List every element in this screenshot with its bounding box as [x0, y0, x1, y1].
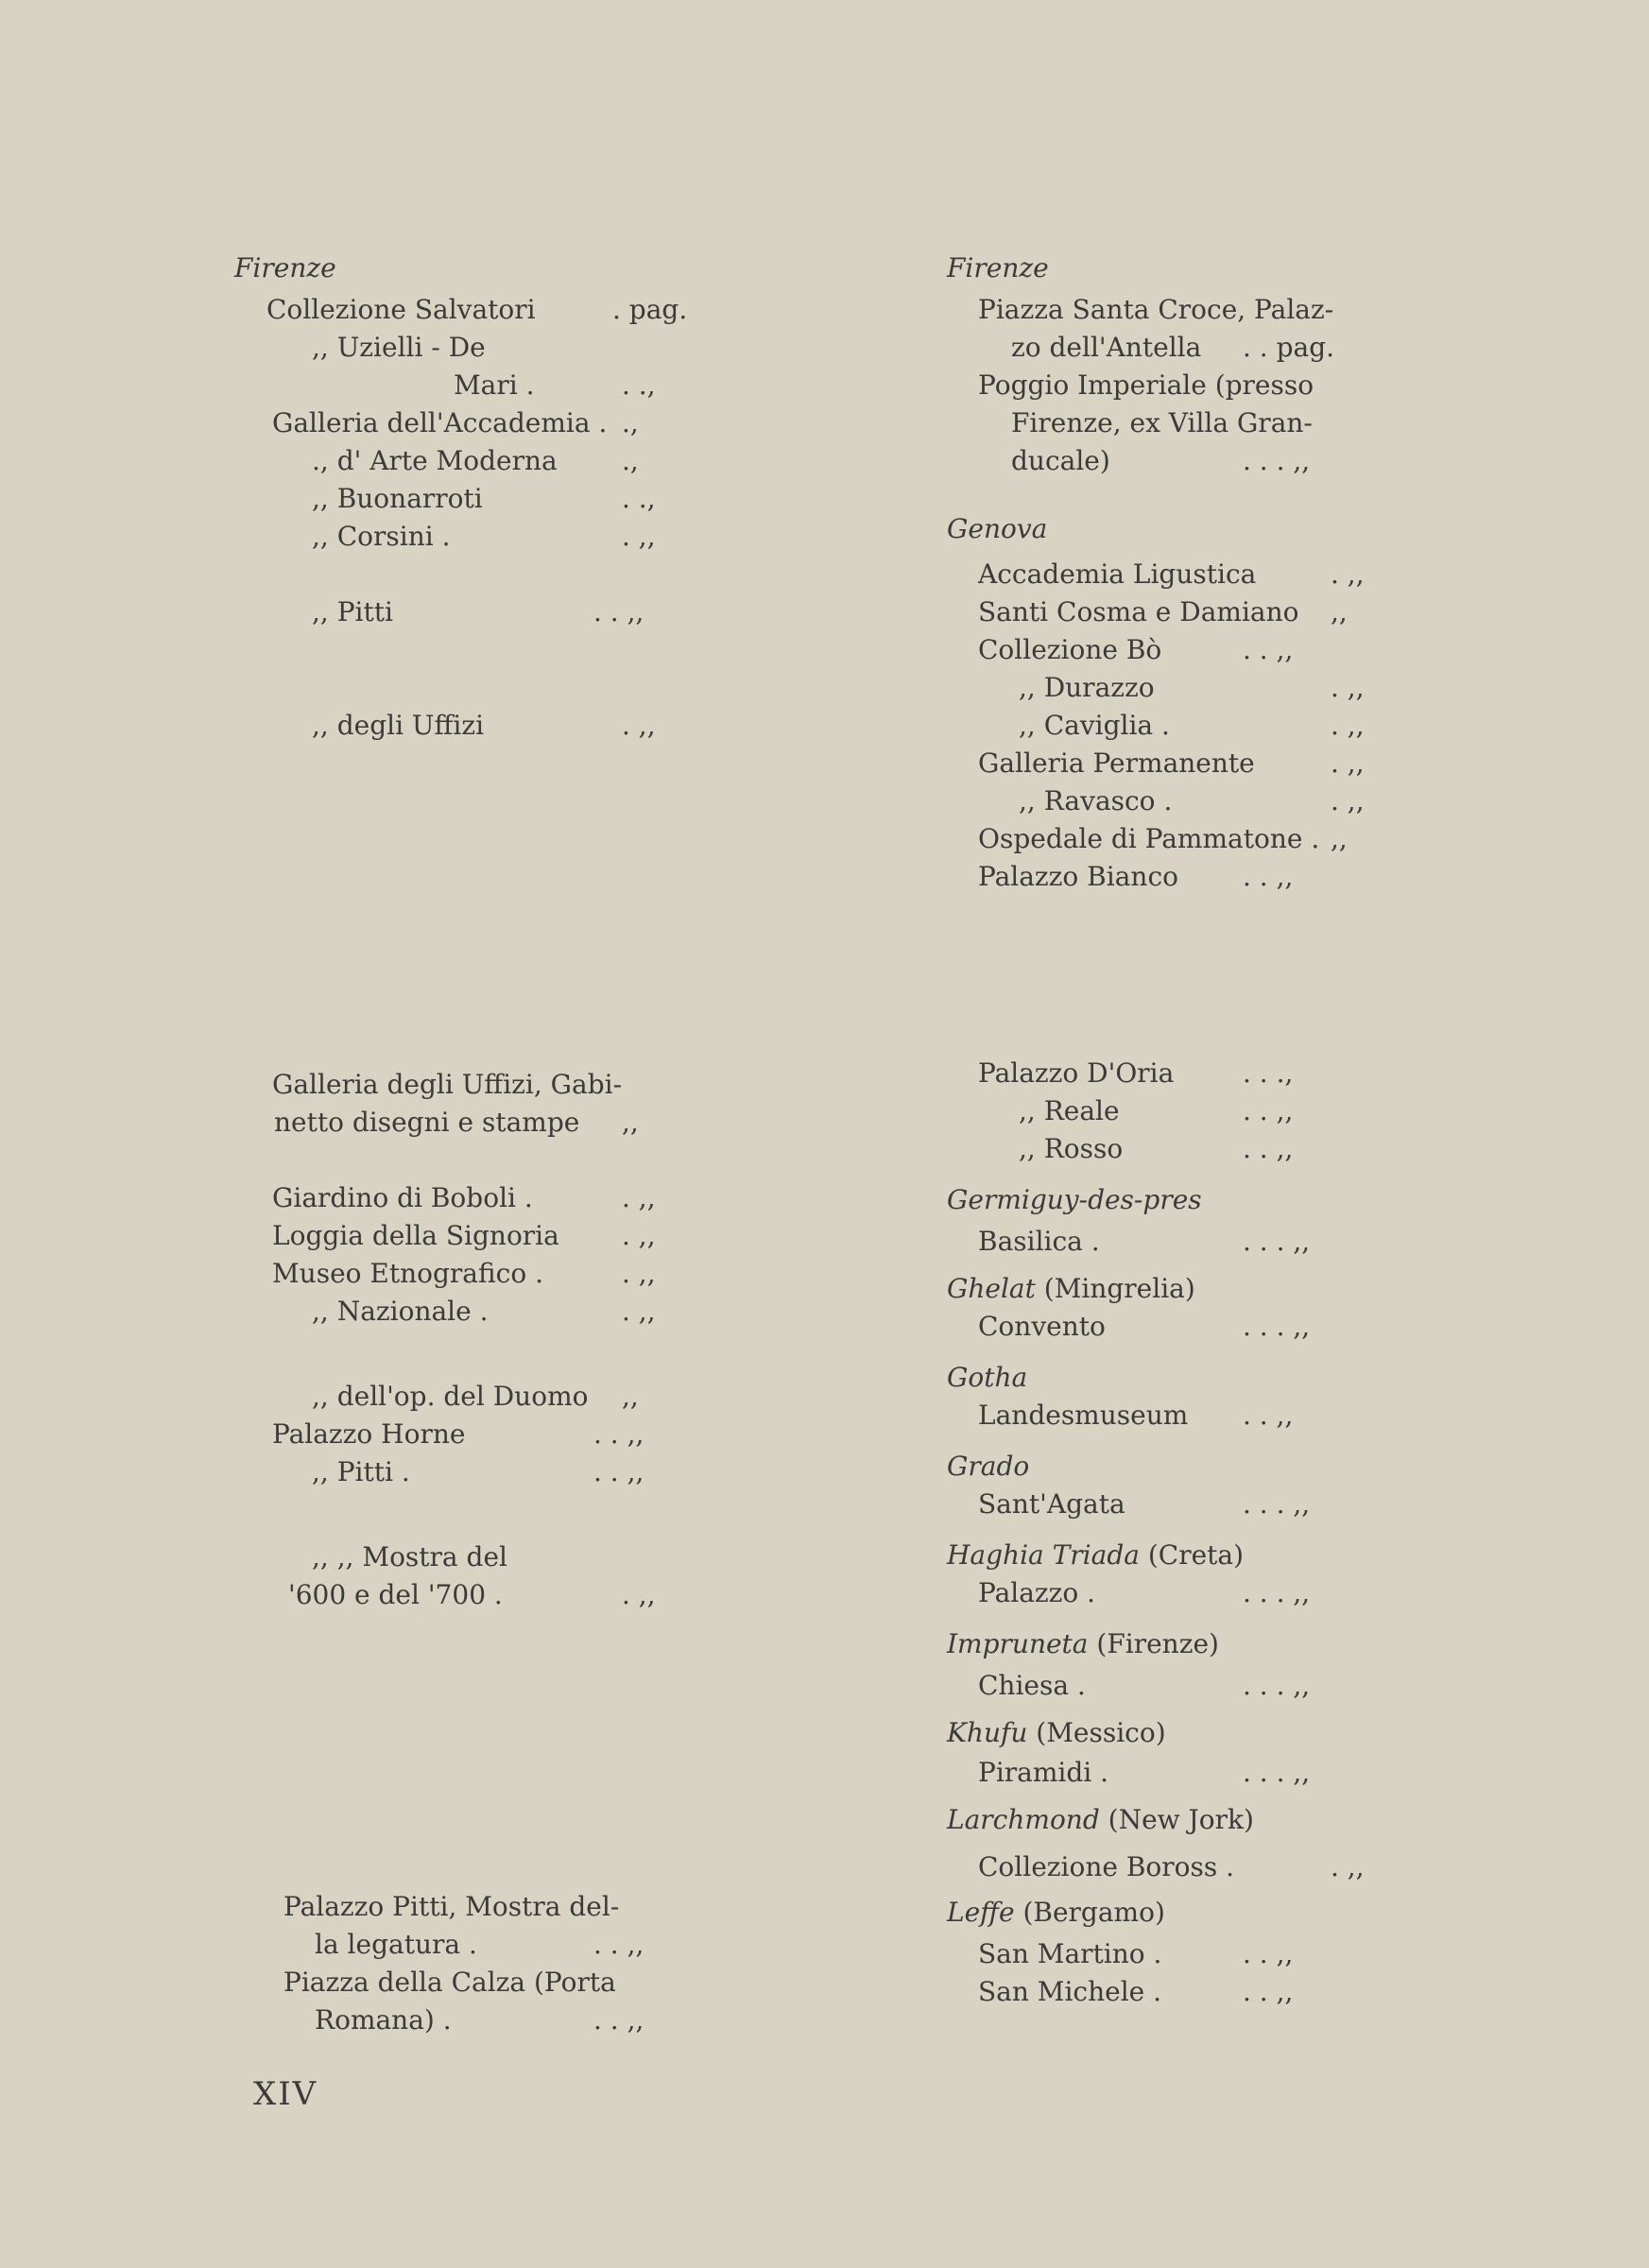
place-name: Khufu: [947, 1717, 1028, 1748]
leader-dots: . ,,: [622, 1579, 656, 1610]
leader-dots: . . ,,: [1243, 861, 1294, 892]
entry-name: zo dell'Antella: [1011, 332, 1202, 363]
entry-name: ducale): [1011, 445, 1110, 476]
leader-dots: . ,,: [1331, 747, 1365, 779]
leader-dots: ,,: [622, 1381, 639, 1412]
leader-dots: . . ,,: [1243, 1400, 1294, 1431]
entry-name: la legatura .: [315, 1929, 477, 1960]
page-folio: XIV: [253, 2075, 318, 2113]
leader-dots: ,,: [1331, 823, 1348, 854]
place-name: Larchmond: [947, 1804, 1100, 1835]
entry-name: Collezione Boross .: [978, 1851, 1235, 1882]
leader-dots: . . ,,: [593, 1929, 644, 1960]
entry-name: ,, Rosso: [1019, 1133, 1124, 1164]
leader-dots: . . ,,: [1243, 634, 1294, 665]
entry-name: San Martino .: [978, 1938, 1162, 1969]
place-region: (Mingrelia): [1035, 1273, 1195, 1304]
entry-name: ,, ,, Mostra del: [312, 1541, 507, 1572]
entry-name: Giardino di Boboli .: [272, 1182, 533, 1213]
entry-name: '600 e del '700 .: [288, 1579, 503, 1610]
leader-dots: . ,,: [622, 521, 656, 552]
entry-name: ,, Durazzo: [1019, 672, 1155, 703]
place-region: (Bergamo): [1014, 1897, 1165, 1928]
entry-name: Poggio Imperiale (presso: [978, 369, 1314, 401]
entry-name: Sant'Agata: [978, 1488, 1125, 1520]
section-heading: [947, 510, 1047, 548]
place-name: Grado: [947, 1451, 1030, 1482]
leader-dots: . . ,,: [593, 2004, 644, 2036]
leader-dots: . ,,: [622, 1220, 656, 1251]
section-heading: [947, 249, 1049, 287]
entry-name: ,, Uzielli - De: [312, 332, 486, 363]
leader-dots: ,,: [622, 1107, 639, 1138]
leader-dots: . .,: [622, 483, 656, 514]
entry-name: Santi Cosma e Damiano: [978, 596, 1299, 627]
leader-dots: . . . ,,: [1243, 1577, 1311, 1608]
entry-name: ,, Nazionale .: [312, 1296, 489, 1327]
leader-dots: . . ,,: [593, 1418, 644, 1450]
place-name: Germiguy-des-pres: [947, 1184, 1202, 1215]
place-region: (Creta): [1139, 1539, 1245, 1571]
section-heading: [947, 1270, 1195, 1308]
entry-name: Galleria dell'Accademia .: [272, 407, 608, 438]
leader-dots: . . pag.: [1243, 332, 1335, 363]
entry-name: Romana) .: [315, 2004, 452, 2036]
leader-dots: . . ,,: [1243, 1976, 1294, 2007]
leader-dots: . pag.: [612, 294, 688, 325]
place-name: Firenze: [947, 252, 1049, 284]
entry-name: ,, Corsini .: [312, 521, 451, 552]
entry-name: ,, Pitti: [312, 596, 393, 627]
leader-dots: . ,,: [1331, 1851, 1365, 1882]
entry-name: Galleria degli Uffizi, Gabi-: [272, 1069, 623, 1100]
leader-dots: . ,,: [1331, 558, 1365, 590]
leader-dots: . ,,: [622, 1182, 656, 1213]
place-name: Haghia Triada: [947, 1539, 1140, 1571]
leader-dots: . . . ,,: [1243, 1226, 1311, 1257]
leader-dots: . .,: [622, 369, 656, 401]
leader-dots: . . ,,: [1243, 1095, 1294, 1126]
leader-dots: . ,,: [1331, 785, 1365, 816]
entry-name: ,, Caviglia .: [1019, 710, 1170, 741]
section-heading: [947, 1181, 1202, 1219]
entry-name: Palazzo Horne: [272, 1418, 466, 1450]
place-region: (Firenze): [1088, 1628, 1219, 1659]
leader-dots: . . . ,,: [1243, 1670, 1311, 1701]
entry-name: San Michele .: [978, 1976, 1162, 2007]
leader-dots: .,: [622, 445, 639, 476]
entry-name: Piazza della Calza (Porta: [283, 1967, 616, 1998]
leader-dots: . ,,: [622, 710, 656, 741]
leader-dots: . . . ,,: [1243, 1311, 1311, 1342]
leader-dots: . . . ,,: [1243, 445, 1311, 476]
leader-dots: . . ,,: [1243, 1938, 1294, 1969]
entry-name: Convento: [978, 1311, 1106, 1342]
entry-name: Palazzo Bianco: [978, 861, 1178, 892]
entry-name: Chiesa .: [978, 1670, 1086, 1701]
entry-name: Ospedale di Pammatone .: [978, 823, 1320, 854]
leader-dots: . . .,: [1243, 1057, 1294, 1089]
section-heading: [947, 1625, 1219, 1663]
section-heading: [947, 1448, 1029, 1486]
leader-dots: . . ,,: [593, 1456, 644, 1487]
entry-name: ,, dell'op. del Duomo: [312, 1381, 589, 1412]
place-name: Impruneta: [947, 1628, 1089, 1659]
entry-name: Loggia della Signoria: [272, 1220, 559, 1251]
entry-name: Galleria Permanente: [978, 747, 1255, 779]
entry-name: ., d' Arte Moderna: [312, 445, 558, 476]
section-heading: [947, 1359, 1027, 1397]
entry-name: Piramidi .: [978, 1757, 1109, 1788]
entry-name: Palazzo Pitti, Mostra del-: [283, 1891, 620, 1922]
entry-name: ,, Buonarroti: [312, 483, 483, 514]
leader-dots: . ,,: [622, 1258, 656, 1289]
leader-dots: .,: [622, 407, 639, 438]
section-heading: [947, 1801, 1254, 1839]
section-heading: [947, 1714, 1166, 1752]
leader-dots: . . . ,,: [1243, 1488, 1311, 1520]
entry-name: Collezione Salvatori: [266, 294, 536, 325]
leader-dots: . ,,: [622, 1296, 656, 1327]
entry-name: ,, Pitti .: [312, 1456, 410, 1487]
entry-name: netto disegni e stampe: [274, 1107, 580, 1138]
entry-name: Piazza Santa Croce, Palaz-: [978, 294, 1334, 325]
entry-name: ,, degli Uffizi: [312, 710, 485, 741]
leader-dots: . . ,,: [593, 596, 644, 627]
section-heading: [947, 1894, 1165, 1932]
place-region: (Messico): [1027, 1717, 1166, 1748]
leader-dots: ,,: [1331, 596, 1348, 627]
entry-name: Mari .: [454, 369, 535, 401]
place-name: Leffe: [947, 1897, 1015, 1928]
place-name: Genova: [947, 513, 1048, 544]
leader-dots: . . . ,,: [1243, 1757, 1311, 1788]
place-region: (New Jork): [1099, 1804, 1254, 1835]
leader-dots: . ,,: [1331, 710, 1365, 741]
entry-name: ,, Ravasco .: [1019, 785, 1173, 816]
leader-dots: . . ,,: [1243, 1133, 1294, 1164]
entry-name: Basilica .: [978, 1226, 1100, 1257]
entry-name: Landesmuseum: [978, 1400, 1189, 1431]
section-heading: Firenze: [234, 252, 336, 284]
entry-name: ,, Reale: [1019, 1095, 1120, 1126]
entry-name: Firenze, ex Villa Gran-: [1011, 407, 1313, 438]
entry-name: Palazzo D'Oria: [978, 1057, 1175, 1089]
entry-name: Accademia Ligustica: [978, 558, 1257, 590]
section-heading: [947, 1537, 1244, 1574]
entry-name: Collezione Bò: [978, 634, 1162, 665]
leader-dots: . ,,: [1331, 672, 1365, 703]
entry-name: Palazzo .: [978, 1577, 1096, 1608]
place-name: Ghelat: [947, 1273, 1036, 1304]
entry-name: Museo Etnografico .: [272, 1258, 543, 1289]
place-name: Gotha: [947, 1362, 1028, 1393]
